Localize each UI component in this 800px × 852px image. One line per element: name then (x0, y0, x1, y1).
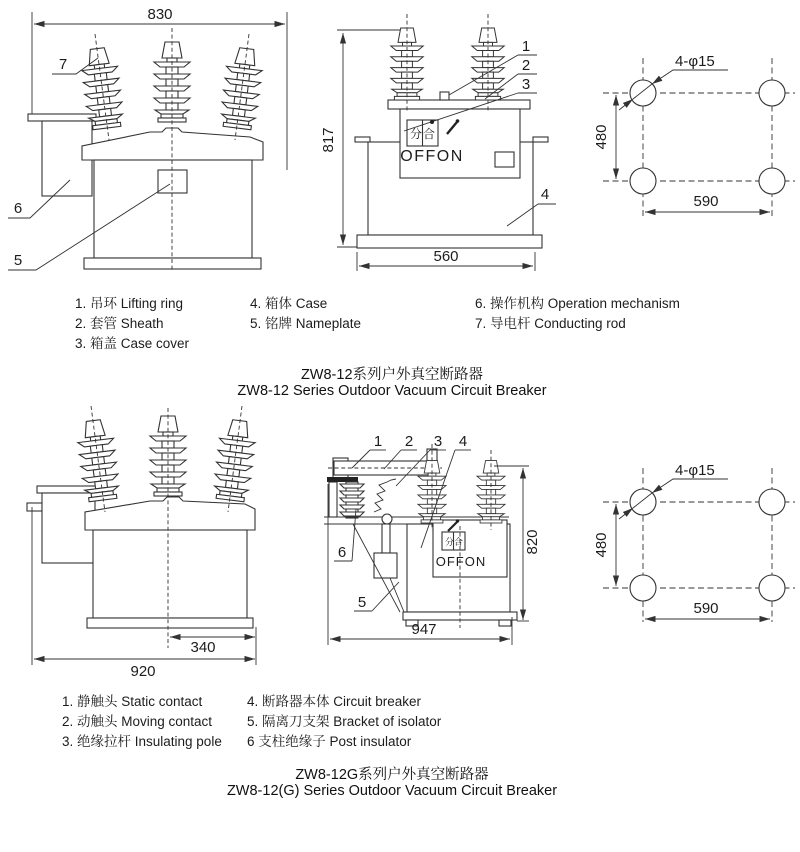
switch-cn-text: 分合 (444, 537, 464, 547)
fig2-side-view (27, 406, 258, 680)
legend-item: 2. 动触头 Moving contact (62, 714, 213, 729)
dim-340-text: 340 (190, 639, 216, 656)
dim-560-text: 560 (433, 248, 459, 265)
dim-590-text: 590 (693, 600, 719, 617)
legend-item: 6 支柱绝缘子 Post insulator (247, 734, 412, 749)
dim-480-text: 480 (593, 124, 610, 150)
dim-480 (593, 95, 616, 179)
legend-item: 4. 断路器本体 Circuit breaker (247, 694, 422, 709)
fig1-legend-col1 (75, 294, 189, 354)
callout-5-text: 5 (13, 252, 23, 269)
hole-callout-text: 4-φ15 (675, 462, 715, 479)
insulating-pole-spring (374, 479, 396, 512)
offon-text: OFFON (435, 554, 487, 569)
callout-4-text: 4 (458, 433, 468, 450)
dim-560 (357, 248, 535, 271)
switch-cn-text: 分合 (409, 127, 437, 141)
callout-2-text: 2 (521, 57, 531, 74)
callout-5 (354, 582, 399, 611)
callout-1-text: 1 (373, 433, 383, 450)
fig1-side-view (8, 6, 287, 272)
legend-item: 3. 箱盖 Case cover (75, 336, 190, 351)
mounting-hole (630, 575, 656, 601)
dim-820-text: 820 (524, 529, 541, 555)
callout-5-text: 5 (357, 594, 367, 611)
dim-590 (645, 193, 770, 212)
fig2-mounting-plan (593, 462, 795, 622)
legend-item: 3. 绝缘拉杆 Insulating pole (62, 734, 222, 749)
callout-2-text: 2 (404, 433, 414, 450)
dim-480-text: 480 (593, 532, 610, 558)
dim-817-text: 817 (320, 127, 337, 153)
fig2-front-view (324, 433, 541, 645)
dim-920-text: 920 (130, 663, 156, 680)
fig2-title-en: ZW8-12(G) Series Outdoor Vacuum Circuit Breaker (226, 783, 558, 799)
fig2-legend-col1 (62, 692, 222, 752)
hole-callout-text: 4-φ15 (675, 53, 715, 70)
legend-item: 5. 隔离刀支架 Bracket of isolator (247, 714, 442, 729)
legend-item: 7. 导电杆 Conducting rod (475, 316, 626, 331)
legend-item: 6. 操作机构 Operation mechanism (475, 296, 680, 311)
dim-590-text: 590 (693, 193, 719, 210)
fig1-legend-col3 (475, 294, 680, 334)
fig2-legend-col2 (247, 692, 441, 752)
legend-item: 2. 套管 Sheath (75, 316, 164, 331)
legend-item: 5. 铭牌 Nameplate (250, 316, 362, 331)
callout-6-text: 6 (13, 200, 23, 217)
mounting-hole (759, 168, 785, 194)
fig1-legend-col2 (250, 294, 361, 334)
lifting-ring (440, 92, 449, 100)
post-insulator (340, 482, 364, 518)
callout-7-text: 7 (58, 56, 68, 73)
legend-item: 4. 箱体 Case (250, 296, 328, 311)
callout-1-text: 1 (521, 38, 531, 55)
callout-3-text: 3 (521, 76, 531, 93)
fig1-front-view (320, 14, 556, 271)
callout-6-text: 6 (337, 544, 347, 561)
mounting-hole (759, 575, 785, 601)
case-cover-panel (400, 109, 520, 178)
dim-947-text: 947 (411, 621, 437, 638)
legend-item: 1. 吊环 Lifting ring (75, 296, 184, 311)
pivot (382, 514, 392, 524)
isolator-bracket (374, 553, 397, 578)
dim-480 (593, 504, 616, 586)
mounting-hole (759, 489, 785, 515)
breaker-body (85, 497, 255, 628)
legend-item: 1. 静触头 Static contact (62, 694, 203, 709)
dim-590 (645, 600, 770, 619)
mounting-hole (759, 80, 785, 106)
callout-4-text: 4 (540, 186, 550, 203)
breaker-body (82, 128, 263, 269)
fig2-title-cn: ZW8-12G系列户外真空断路器 (295, 767, 489, 783)
fig1-title-en: ZW8-12 Series Outdoor Vacuum Circuit Breaker (237, 383, 547, 399)
callout-3-text: 3 (433, 433, 443, 450)
fig1-title-cn: ZW8-12系列户外真空断路器 (300, 367, 484, 383)
mounting-hole (630, 168, 656, 194)
offon-text: OFFON (400, 148, 464, 165)
fig1-mounting-plan (593, 53, 795, 216)
dim-830-text: 830 (147, 6, 173, 23)
